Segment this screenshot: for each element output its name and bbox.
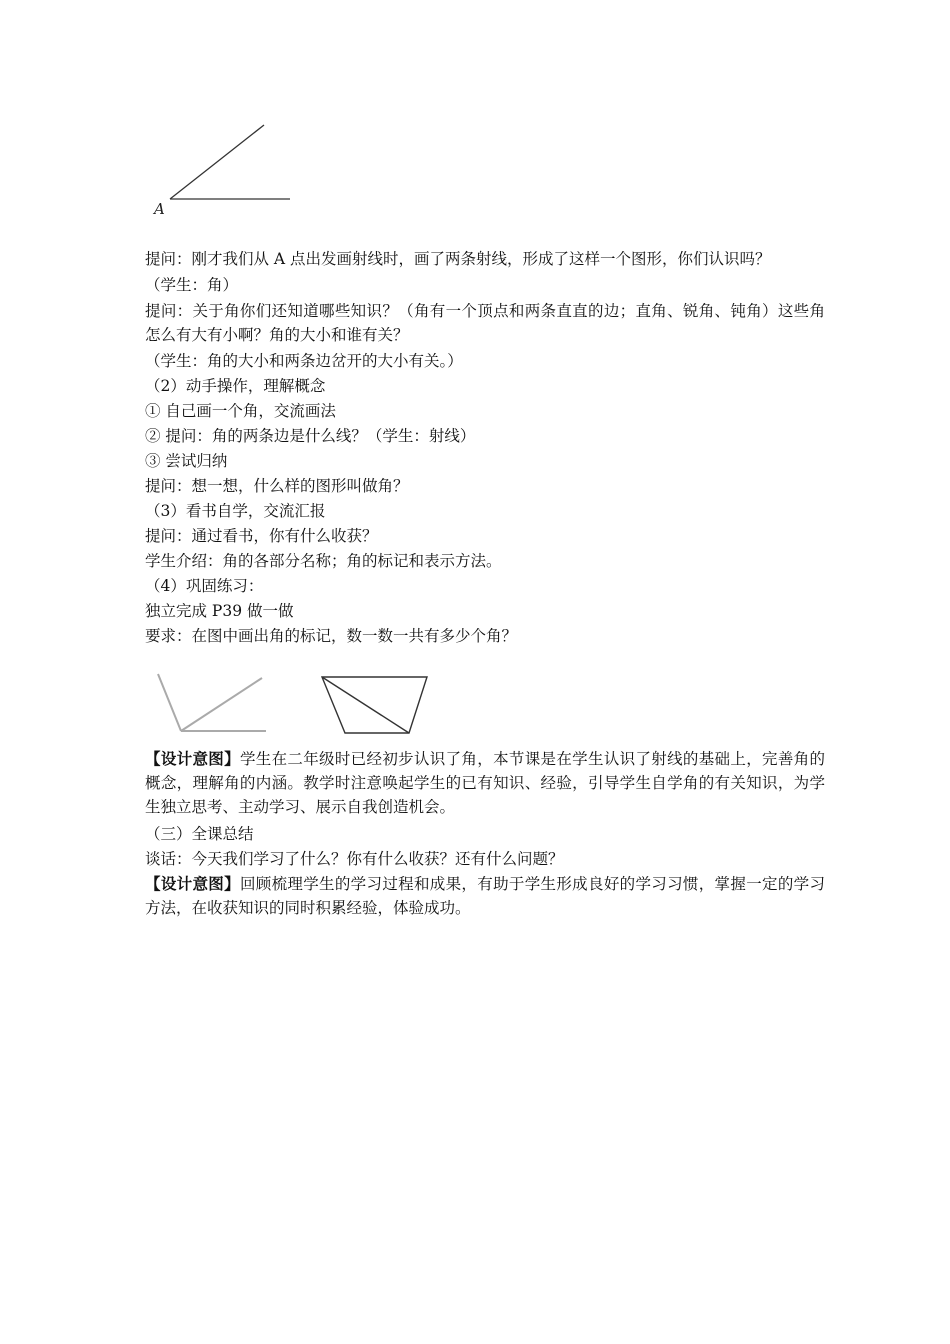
section-hands-on: （2）动手操作，理解概念 (145, 377, 326, 395)
practice-angle-figure (150, 668, 275, 738)
angle-ray-upper (170, 125, 264, 199)
section-self-study: （3）看书自学，交流汇报 (145, 502, 326, 520)
step-summarize: ③ 尝试归纳 (145, 452, 228, 470)
practice-ray-left (158, 674, 181, 731)
trapezoid-diagonal (322, 677, 409, 733)
step-draw-angle: ① 自己画一个角，交流画法 (145, 402, 336, 420)
design-intent-2 (145, 872, 825, 920)
practice-ray-upper (181, 678, 262, 731)
question-what-is-angle: 提问：想一想，什么样的图形叫做角？ (145, 477, 409, 495)
design-intent-tag: 【设计意图】 (145, 749, 240, 768)
summary-talk: 谈话：今天我们学习了什么？你有什么收获？还有什么问题？ (145, 850, 564, 868)
section-practice: （4）巩固练习： (145, 577, 264, 595)
vertex-label-a: A (154, 200, 165, 218)
question-gains: 提问：通过看书，你有什么收获？ (145, 527, 378, 545)
angle-figure-a (150, 118, 300, 218)
design-intent-tag: 【设计意图】 (145, 874, 240, 893)
trapezoid-outline (322, 677, 427, 733)
practice-requirement: 要求：在图中画出角的标记，数一数一共有多少个角？ (145, 627, 518, 645)
question-ray-figure: 提问：刚才我们从 A 点出发画射线时，画了两条射线，形成了这样一个图形，你们认识吗？ (145, 250, 771, 268)
practice-trapezoid-figure (318, 673, 433, 738)
student-introduction: 学生介绍：角的各部分名称；角的标记和表示方法。 (145, 552, 502, 570)
design-intent-1 (145, 747, 825, 819)
practice-task: 独立完成 P39 做一做 (145, 602, 294, 620)
design-intent-text: 学生在二年级时已经初步认识了角，本节课是在学生认识了射线的基础上，完善角的概念，理解角的内涵。教学时注意唤起学生的已有知识、经验，引导学生自学角的有关知识，为学生独立思考、主动学习、展示自我创造机会。 (145, 750, 825, 816)
step-sides-question: ② 提问：角的两条边是什么线？（学生：射线） (145, 427, 476, 445)
student-answer-size: （学生：角的大小和两条边岔开的大小有关。） (145, 352, 463, 370)
student-answer-angle: （学生：角） (145, 276, 239, 294)
design-intent-text: 回顾梳理学生的学习过程和成果，有助于学生形成良好的学习习惯，掌握一定的学习方法，在收获知识的同时积累经验，体验成功。 (145, 875, 825, 917)
section-lesson-summary: （三）全课总结 (145, 825, 254, 843)
question-angle-knowledge: 提问：关于角你们还知道哪些知识？（角有一个顶点和两条直直的边；直角、锐角、钝角）这些角怎么有大有小啊？角的大小和谁有关？ (145, 302, 825, 344)
